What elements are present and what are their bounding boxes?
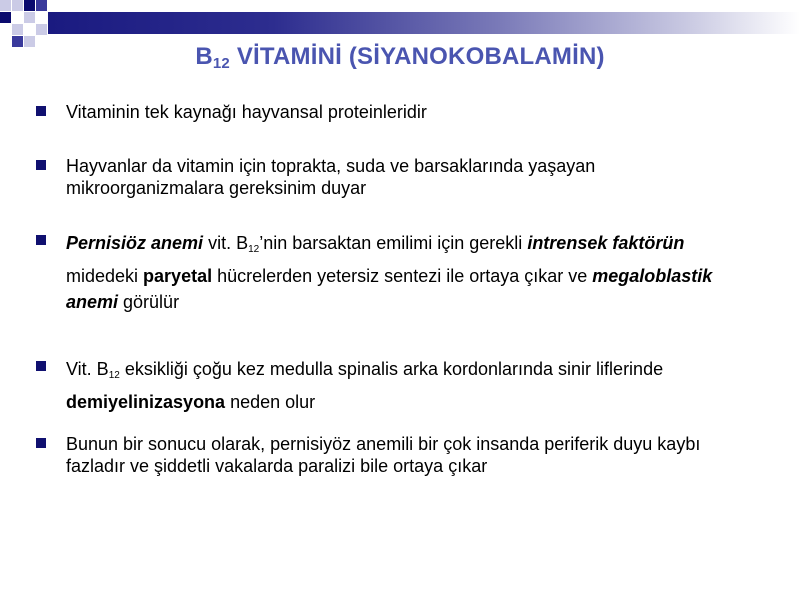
text-run: neden olur: [225, 392, 316, 412]
subscript: 12: [108, 370, 120, 381]
bullet-text: [66, 356, 736, 415]
bullet-item-1: [36, 101, 736, 123]
square-bullet-icon: [36, 235, 46, 245]
emphasis-text: megaloblastik anemi: [66, 266, 713, 312]
text-run: eksikliği çoğu kez medulla spinalis arka kordonlarında sinir liflerinde: [119, 359, 664, 379]
square-bullet-icon: [36, 106, 46, 116]
bold-text: paryetal: [143, 266, 213, 286]
bullet-item-5: [36, 433, 736, 477]
decor-square: [24, 12, 35, 23]
text-run: ’nin barsaktan emilimi için gerekli: [259, 233, 528, 253]
decor-square: [12, 24, 23, 35]
bold-text: demiyelinizasyona: [66, 392, 226, 412]
text-run: vit. B: [203, 233, 249, 253]
text-run: midedeki: [66, 266, 144, 286]
title-subscript: 12: [212, 55, 230, 72]
decor-square: [0, 0, 11, 11]
emphasis-text: Pernisiöz anemi: [66, 233, 204, 253]
text-run: hücrelerden yetersiz sentezi ile ortaya çıkar ve: [212, 266, 593, 286]
bullet-text: Vitaminin tek kaynağı hayvansal proteinleridir: [66, 102, 427, 122]
text-run: Vit. B: [66, 359, 109, 379]
decor-square: [0, 12, 11, 23]
decor-square: [12, 0, 23, 11]
decor-square: [36, 24, 47, 35]
bullet-item-4: [36, 356, 736, 415]
bullet-item-3: [36, 230, 736, 315]
bullet-text: Bunun bir sonucu olarak, pernisiyöz anemili bir çok insanda periferik duyu kaybı fazladır ve şiddetli vakalarda paralizi bile ortaya çıkar: [66, 434, 701, 476]
slide-title: [0, 43, 800, 72]
square-bullet-icon: [36, 361, 46, 371]
title-text-rest: VİTAMİNİ (SİYANOKOBALAMİN): [229, 43, 605, 70]
title-text: B: [195, 43, 213, 70]
decor-square: [24, 0, 35, 11]
subscript: 12: [248, 244, 260, 255]
bullet-item-2: [36, 155, 736, 199]
bullet-text: Hayvanlar da vitamin için toprakta, suda ve barsaklarında yaşayan mikroorganizmalara gereksinim duyar: [66, 156, 596, 198]
square-bullet-icon: [36, 438, 46, 448]
emphasis-text: intrensek faktörün: [527, 233, 685, 253]
text-run: görülür: [118, 292, 180, 312]
square-bullet-icon: [36, 160, 46, 170]
header-gradient-bar: [48, 12, 800, 34]
decor-square: [36, 0, 47, 11]
bullet-text: [66, 230, 736, 315]
